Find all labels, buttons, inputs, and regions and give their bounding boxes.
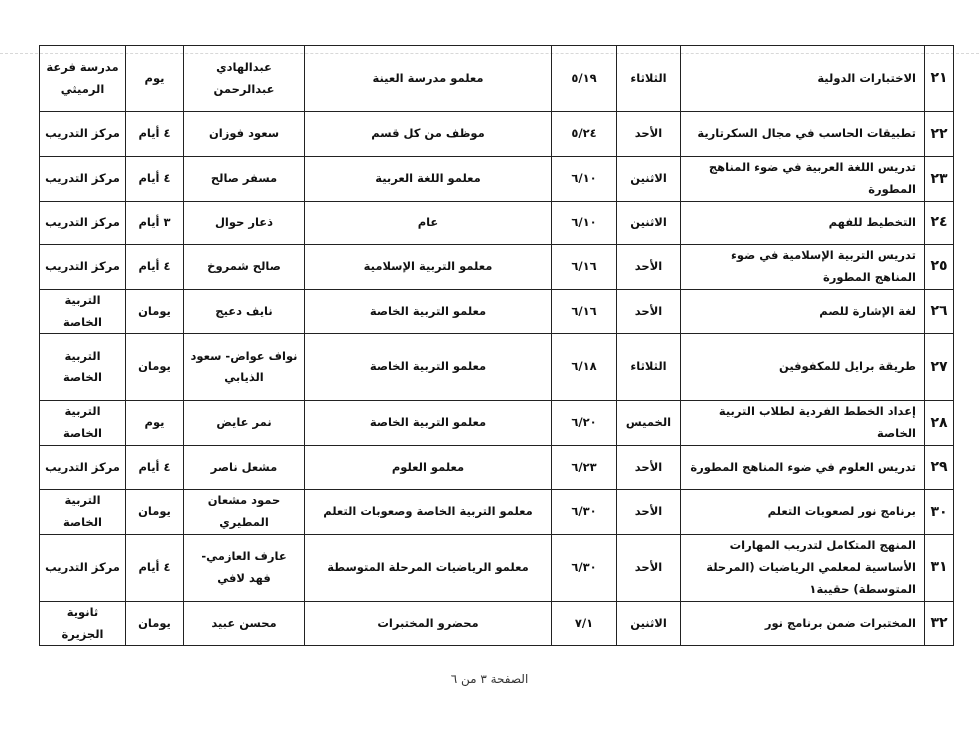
target-audience: معلمو مدرسة العينة — [305, 46, 552, 112]
course-date: ٦/١٦ — [552, 289, 617, 334]
course-date: ٧/١ — [552, 601, 617, 646]
table-row — [40, 201, 954, 244]
table-row — [40, 244, 954, 289]
course-day: الأحد — [617, 490, 681, 535]
course-venue: التربية الخاصة — [40, 289, 126, 334]
course-title: الاختبارات الدولية — [681, 46, 925, 112]
course-date: ٦/١٠ — [552, 157, 617, 202]
course-date: ٦/٢٣ — [552, 446, 617, 490]
course-date: ٥/١٩ — [552, 46, 617, 112]
course-venue: مركز التدريب — [40, 201, 126, 244]
course-duration: يوم — [126, 46, 184, 112]
trainer-name: ذعار حوال — [184, 201, 305, 244]
target-audience: معلمو الرياضيات المرحلة المتوسطة — [305, 534, 552, 601]
course-duration: ٤ أيام — [126, 244, 184, 289]
course-title: برنامج نور لصعوبات التعلم — [681, 490, 925, 535]
row-number: ٣٢ — [925, 601, 954, 646]
course-title: تطبيقات الحاسب في مجال السكرتارية — [681, 112, 925, 157]
course-duration: يومان — [126, 601, 184, 646]
trainer-name: نواف عواض- سعود الذيابي — [184, 334, 305, 401]
target-audience: موظف من كل قسم — [305, 112, 552, 157]
table-row — [40, 289, 954, 334]
course-title: التخطيط للفهم — [681, 201, 925, 244]
course-day: الخميس — [617, 401, 681, 446]
table-row — [40, 601, 954, 646]
target-audience: معلمو التربية الخاصة وصعوبات التعلم — [305, 490, 552, 535]
course-title: المختبرات ضمن برنامج نور — [681, 601, 925, 646]
target-audience: معلمو العلوم — [305, 446, 552, 490]
target-audience: معلمو التربية الإسلامية — [305, 244, 552, 289]
course-date: ٦/٣٠ — [552, 490, 617, 535]
row-number: ٣١ — [925, 534, 954, 601]
course-day: الثلاثاء — [617, 334, 681, 401]
row-number: ٢٦ — [925, 289, 954, 334]
row-number: ٢١ — [925, 46, 954, 112]
target-audience: معلمو التربية الخاصة — [305, 289, 552, 334]
course-venue: التربية الخاصة — [40, 490, 126, 535]
course-venue: ثانوية الجزيرة — [40, 601, 126, 646]
row-number: ٢٧ — [925, 334, 954, 401]
course-day: الأحد — [617, 534, 681, 601]
course-title: تدريس اللغة العربية في ضوء المناهج المطورة — [681, 157, 925, 202]
course-duration: ٤ أيام — [126, 534, 184, 601]
target-audience: محضرو المختبرات — [305, 601, 552, 646]
row-number: ٢٤ — [925, 201, 954, 244]
table-row — [40, 112, 954, 157]
course-title: إعداد الخطط الفردية لطلاب التربية الخاصة — [681, 401, 925, 446]
course-venue: مركز التدريب — [40, 244, 126, 289]
course-title: لغة الإشارة للصم — [681, 289, 925, 334]
table-row — [40, 490, 954, 535]
course-title: تدريس العلوم في ضوء المناهج المطورة — [681, 446, 925, 490]
row-number: ٣٠ — [925, 490, 954, 535]
row-number: ٢٥ — [925, 244, 954, 289]
row-number: ٢٩ — [925, 446, 954, 490]
table-row — [40, 334, 954, 401]
table-row — [40, 401, 954, 446]
course-duration: ٤ أيام — [126, 112, 184, 157]
course-duration: يومان — [126, 490, 184, 535]
course-day: الأحد — [617, 289, 681, 334]
trainer-name: مشعل ناصر — [184, 446, 305, 490]
course-day: الاثنين — [617, 601, 681, 646]
course-venue: مدرسة فرعة الرميثي — [40, 46, 126, 112]
course-title: المنهج المتكامل لتدريب المهارات الأساسية لمعلمي الرياضيات (المرحلة المتوسطة) حقيبة١ — [681, 534, 925, 601]
trainer-name: نمر عايض — [184, 401, 305, 446]
table-body — [40, 46, 954, 646]
course-venue: التربية الخاصة — [40, 401, 126, 446]
target-audience: معلمو اللغة العربية — [305, 157, 552, 202]
course-day: الأحد — [617, 112, 681, 157]
page-number: الصفحة ٣ من ٦ — [450, 672, 529, 686]
trainer-name: مسفر صالح — [184, 157, 305, 202]
trainer-name: نايف دعيج — [184, 289, 305, 334]
trainer-name: صالح شمروخ — [184, 244, 305, 289]
target-audience: معلمو التربية الخاصة — [305, 401, 552, 446]
target-audience: معلمو التربية الخاصة — [305, 334, 552, 401]
trainer-name: عارف العازمي- فهد لافي — [184, 534, 305, 601]
row-number: ٢٨ — [925, 401, 954, 446]
row-number: ٢٢ — [925, 112, 954, 157]
course-title: تدريس التربية الإسلامية في ضوء المناهج المطورة — [681, 244, 925, 289]
course-duration: ٣ أيام — [126, 201, 184, 244]
course-title: طريقة برايل للمكفوفين — [681, 334, 925, 401]
trainer-name: محسن عبيد — [184, 601, 305, 646]
course-venue: مركز التدريب — [40, 112, 126, 157]
target-audience: عام — [305, 201, 552, 244]
course-date: ٦/١٨ — [552, 334, 617, 401]
course-date: ٦/٢٠ — [552, 401, 617, 446]
course-date: ٦/١٠ — [552, 201, 617, 244]
course-venue: مركز التدريب — [40, 534, 126, 601]
course-duration: ٤ أيام — [126, 446, 184, 490]
course-date: ٦/٣٠ — [552, 534, 617, 601]
course-day: الاثنين — [617, 157, 681, 202]
course-duration: يوم — [126, 401, 184, 446]
course-venue: مركز التدريب — [40, 446, 126, 490]
course-date: ٥/٢٤ — [552, 112, 617, 157]
table-row — [40, 46, 954, 112]
course-duration: يومان — [126, 334, 184, 401]
course-day: الأحد — [617, 446, 681, 490]
course-day: الأحد — [617, 244, 681, 289]
course-venue: التربية الخاصة — [40, 334, 126, 401]
course-venue: مركز التدريب — [40, 157, 126, 202]
trainer-name: سعود فوزان — [184, 112, 305, 157]
row-number: ٢٣ — [925, 157, 954, 202]
course-day: الاثنين — [617, 201, 681, 244]
course-day: الثلاثاء — [617, 46, 681, 112]
course-duration: ٤ أيام — [126, 157, 184, 202]
training-schedule-table — [39, 45, 954, 646]
trainer-name: عبدالهادي عبدالرحمن — [184, 46, 305, 112]
table-row — [40, 534, 954, 601]
table-row — [40, 446, 954, 490]
table-row — [40, 157, 954, 202]
course-duration: يومان — [126, 289, 184, 334]
course-date: ٦/١٦ — [552, 244, 617, 289]
trainer-name: حمود مشعان المطيري — [184, 490, 305, 535]
